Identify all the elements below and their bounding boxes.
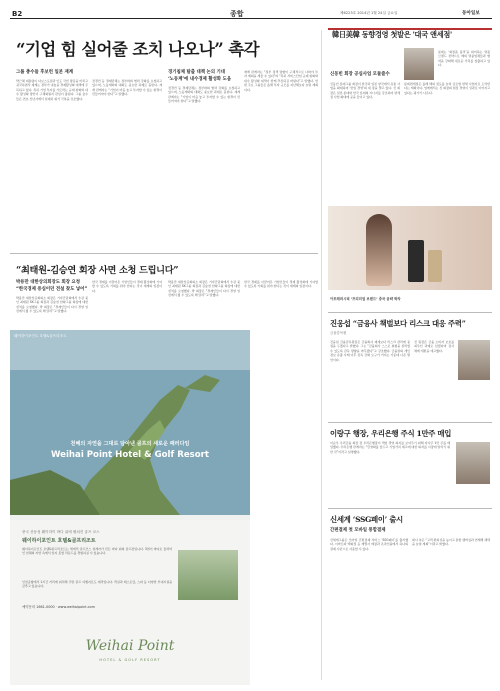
interview-body2: 한국 경제를 이끌어온 기업인들이 경제 활성화에 기여할 수 있도록 기회를 줘야 한다는 것이 재계의 입장이다.: [92, 280, 162, 293]
main-subhead-left: 그룹 총수들 후보런 일본 재계: [16, 70, 74, 75]
ad-info-panel: [10, 520, 250, 685]
section-rule: [328, 508, 492, 509]
page-number: B2: [12, 10, 23, 18]
bank-portrait: [456, 442, 490, 484]
portrait-photo: [404, 48, 434, 80]
ad-brand-sub: HOTEL & GOLF RESORT: [99, 658, 161, 662]
masthead-rule: [10, 18, 492, 19]
ad-body: 웨이하이포인트 호텔&골프리조트는 세계적 골프코스 설계자가 만든 바다 위의 골프장입니다. 3면이 바다로 둘러싸인 천혜의 자연 속에서 잊지 못할 라운드를 경험하실 수 있습니다.: [22, 547, 172, 556]
dateline: 제6223호 2014년 1월 24일 금요일: [340, 11, 398, 15]
interview-subhead2: “한국경제 중심이던 전설 찾도 넣어”: [16, 287, 88, 292]
main-body-left2: 전경련 등 경제단체는 정부와의 협력 강화를 요청하고 있으며, 노동계와의 대화도 중요한 과제로 꼽힌다. 재계 관계자는 “기업이 마음 놓고 투자할 수 있는 환경이 만들어져야 한다”고 말했다.: [92, 79, 162, 97]
main-body-mid: 전경련 등 경제단체는 정부와의 협력 강화를 요청하고 있으며, 노동계와의 대화도 중요한 과제로 꼽힌다. 재계 관계자는 “기업이 마음 놓고 투자할 수 있는 환경이 만들어져야 한다”고 말했다.: [168, 86, 240, 104]
paper-name: 동아일보: [462, 11, 480, 16]
ad-lower-title: 웨이하이포인트 호텔&골프리조트: [22, 538, 96, 544]
product-bottle-icon: [408, 240, 424, 282]
ssg-subhead: 간편결제 첫 모바일 통합결제: [330, 528, 386, 533]
main-subhead-mid2: ‘노동계’에 내수경제 활성화 도움: [168, 77, 232, 82]
main-body-left: 박근혜 대통령이 다보스포럼과 인도 국빈 방문을 마치고 귀국하면서 재계는 정부가 내놓을 경제활성화 대책에 주목하고 있다. 특히 기업 투자를 가로막는 규제 완화와 내수 활성화 방안이 구체화될지 관심이 쏠린다. 그룹 총수들은 연초 신년사에서 일제히 위기 극복을 강조했다.: [16, 79, 88, 101]
korea-japan-body: 신동빈 롯데그룹 회장이 한국과 일본 양국에서 유통 사업을 확대하며 ‘한일 경영’의 새 장을 열고 있다. 신 회장은 일본 롯데와 한국 롯데의 시너지를 강조하며 면세점 사업 확대에 공을 들이고 있다.: [330, 82, 400, 100]
bank-body: 이순우 우리금융 회장 겸 우리은행장이 책임 경영 의지를 보여주기 위해 자사주 1만 주를 매입했다. 우리은행 관계자는 “민영화를 앞두고 기업가치 제고에 대한 의지를 시장에 알리기 위한 것”이라고 설명했다.: [330, 441, 450, 454]
finance-headline: 진옹섭 “금융사 책벌보다 리스크 대응 주력”: [330, 319, 466, 328]
model-figure: [366, 214, 392, 286]
ad-photo-label: 웨이하이포인트 호텔&골프리조트: [14, 334, 67, 338]
main-headline: “기업 힘 실어줄 조치 나오나” 촉각: [16, 40, 259, 59]
main-subhead-mid1: 경기침체 탈출 대책 논의 기대: [168, 70, 226, 75]
resort-aerial-photo: [10, 330, 250, 515]
ssg-body: 신세계그룹은 모바일 간편결제 서비스 ‘SSG페이’를 출시했다. 이마트와 백화점 등 계열사 매장과 온라인몰에서 하나의 결제 수단으로 사용할 수 있다.: [330, 538, 408, 551]
korea-japan-photo-caption: 롯데는 ‘화장품 품격’을 의미하는 명품 브랜드 전략으로 해외 명품업체들과 협력을 강화해 새로운 가치를 창출하고 있다.: [438, 50, 490, 68]
interview-body: 박용만 대한상공회의소 회장은 기자간담회에서 수감 중인 최태원 SK그룹 회장과 김승연 한화그룹 회장에 대한 선처를 요청했다. 박 회장은 “경제인들이 다시 경영 일선에서 뛸 수 있도록 해 달라”고 말했다.: [16, 296, 88, 314]
ssg-headline: 신세계 ‘SSG페이’ 출시: [330, 515, 403, 524]
cosmetics-photo: [328, 206, 492, 290]
ssg-body2: 회사 측은 “고객 편의성을 높이고 통합 멤버십과 연계해 혜택을 늘릴 계획”이라고 밝혔다.: [412, 538, 490, 547]
ad-caption-english: Weihai Point Hotel & Golf Resort: [50, 450, 210, 460]
ad-contact[interactable]: 예약문의 1661-0000 · www.weihaipoint.com: [22, 605, 95, 609]
finance-portrait: [458, 340, 490, 380]
korea-japan-subhead: 신동빈 회장 공심사업 모둘즐수: [330, 72, 390, 77]
section-rule: [328, 422, 492, 423]
section-title: 종합: [230, 10, 244, 18]
ad-small-photo: [178, 550, 238, 600]
interview-body4: 한국 경제를 이끌어온 기업인들이 경제 활성화에 기여할 수 있도록 기회를 줘야 한다는 것이 재계의 입장이다.: [244, 280, 318, 289]
ad-intro: 중국 산동성 웨이하이 바다 위에 펼쳐진 골프 코스: [22, 530, 100, 534]
korea-japan-body2: 롯데면세점은 올해 해외 점포를 늘려 글로벌 면세 사업자로 도약한다는 계획이다. 업계에서는 신 회장의 현장 경영이 성과로 이어지고 있다는 평가가 나온다.: [404, 82, 490, 95]
cosmetics-caption: 아모레퍼시픽 ‘프리미엄 브랜드’ 중국 공략 박차: [330, 297, 401, 301]
ad-brand-logo: Weihai Point: [85, 638, 175, 654]
finance-body: 진웅섭 금융감독원장은 금융회사 제재보다 리스크 관리에 중점을 두겠다고 밝혔다. 그는 “금융회사 스스로 위험을 관리할 수 있도록 감독 방향을 바꾸겠다”고 강조했다. 금융권의 개인정보 유출 사태 이후 감독 강화 요구가 커지는 가운데 나온 발언이다.: [330, 340, 410, 362]
interview-body3: 박용만 대한상공회의소 회장은 기자간담회에서 수감 중인 최태원 SK그룹 회장과 김승연 한화그룹 회장에 대한 선처를 요청했다. 박 회장은 “경제인들이 다시 경영 일선에서 뛸 수 있도록 해 달라”고 말했다.: [168, 280, 240, 298]
section-rule: [10, 253, 318, 254]
column-rule: [321, 30, 322, 680]
ad-body2: 인천공항에서 1시간 거리에 위치해 주말 골프 여행지로도 제격입니다. 객실과 레스토랑, 스파 등 다양한 부대시설을 갖추고 있습니다.: [22, 580, 172, 589]
finance-body2: 진 원장은 금융 소비자 보호를 최우선 과제로 삼겠다며 검사 체계 개편을 예고했다.: [414, 340, 454, 353]
interview-headline: “최태원-김승연 회장 사면 소청 드립니다”: [16, 265, 179, 276]
korea-japan-kicker: 韓日美韓 동향경영 첫발은 '대국 앤세점': [332, 30, 452, 39]
interview-subhead1: 박용만 대한상의회장도 회장 요청: [16, 280, 80, 285]
section-rule: [328, 312, 492, 313]
finance-sub: 금융감독원: [330, 331, 347, 335]
main-body-right: 재계 관계자는 “정부 정책 방향이 구체적으로 나와야 투자 계획을 세울 수 있다”며 “특히 서비스산업 규제 완화와 내수 활성화 대책이 함께 추진되길 바란다”고 말했다. 한편 주요 그룹들은 올해 투자 규모를 지난해보다 늘릴 계획이다.: [244, 70, 318, 92]
product-jar-icon: [428, 250, 442, 282]
resort-advertisement[interactable]: [10, 330, 250, 685]
ad-caption-korean: 천혜의 자연을 그대로 담아낸 골프의 새로운 패러다임: [70, 441, 190, 447]
bank-headline: 이랑구 행장, 우리은행 주식 1만주 매입: [330, 429, 452, 438]
